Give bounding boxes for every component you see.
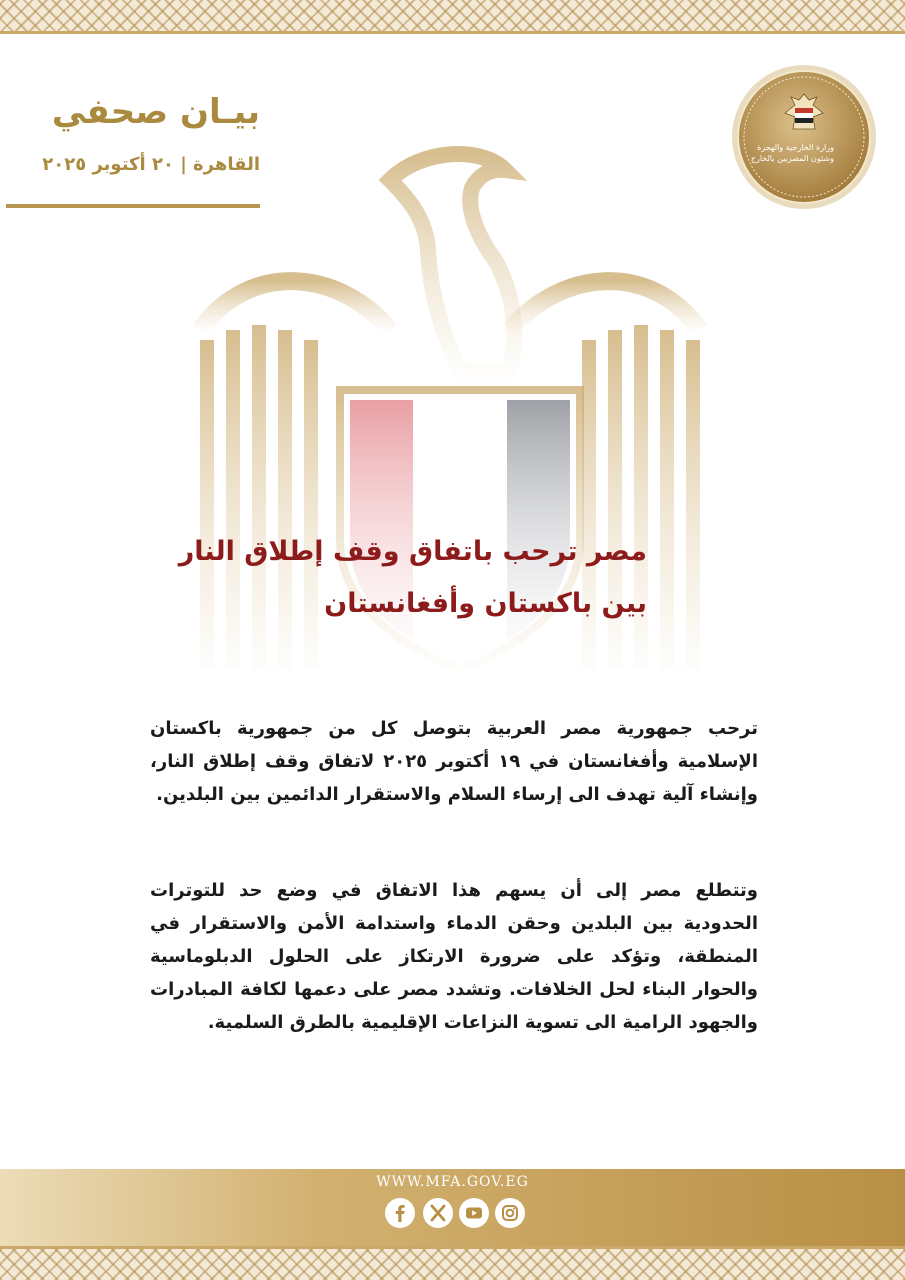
top-ornamental-border: [0, 0, 905, 34]
body-paragraph-2: وتتطلع مصر إلى أن يسهم هذا الاتفاق في وضع حد للتوترات الحدودية بين البلدين وحقن الدماء واستدامة الأمن والاستقرار في المنطقة، وتؤكد على ضرورة الارتكاز على الحلول الدبلوماسية والحوار البناء لحل الخلافات. وتشدد مصر على دعمها لكافة المبادرات والجهود الرامية الى تسوية النزاعات الإقليمية بالطرق السلمية.: [150, 880, 758, 1033]
emblem-label: وزارة الخارجية والهجرة وشئون المصريين بالخارج: [750, 143, 834, 163]
instagram-icon[interactable]: [495, 1198, 525, 1228]
document-date: القاهرة | ٢٠ أكتوبر ٢٠٢٥: [42, 154, 260, 175]
headline-line-1: مصر ترحب باتفاق وقف إطلاق النار: [178, 536, 647, 567]
ministry-emblem-icon: [731, 64, 877, 210]
headline-line-2: بين باكستان وأفغانستان: [324, 588, 647, 619]
facebook-icon[interactable]: [385, 1198, 415, 1228]
x-icon[interactable]: [423, 1198, 453, 1228]
document-type-title: بيـان صحفي: [51, 92, 260, 132]
youtube-icon[interactable]: [459, 1198, 489, 1228]
body-paragraph-1: ترحب جمهورية مصر العربية بتوصل كل من جمهورية باكستان الإسلامية وأفغانستان في ١٩ أكتوبر ٢٠٢٥ لاتفاق وقف إطلاق النار، وإنشاء آلية تهدف الى إرساء السلام والاستقرار الدائمين بين البلدين.: [150, 718, 758, 805]
website-link[interactable]: WWW.MFA.GOV.EG: [376, 1174, 529, 1190]
bottom-ornamental-border: [0, 1246, 905, 1280]
